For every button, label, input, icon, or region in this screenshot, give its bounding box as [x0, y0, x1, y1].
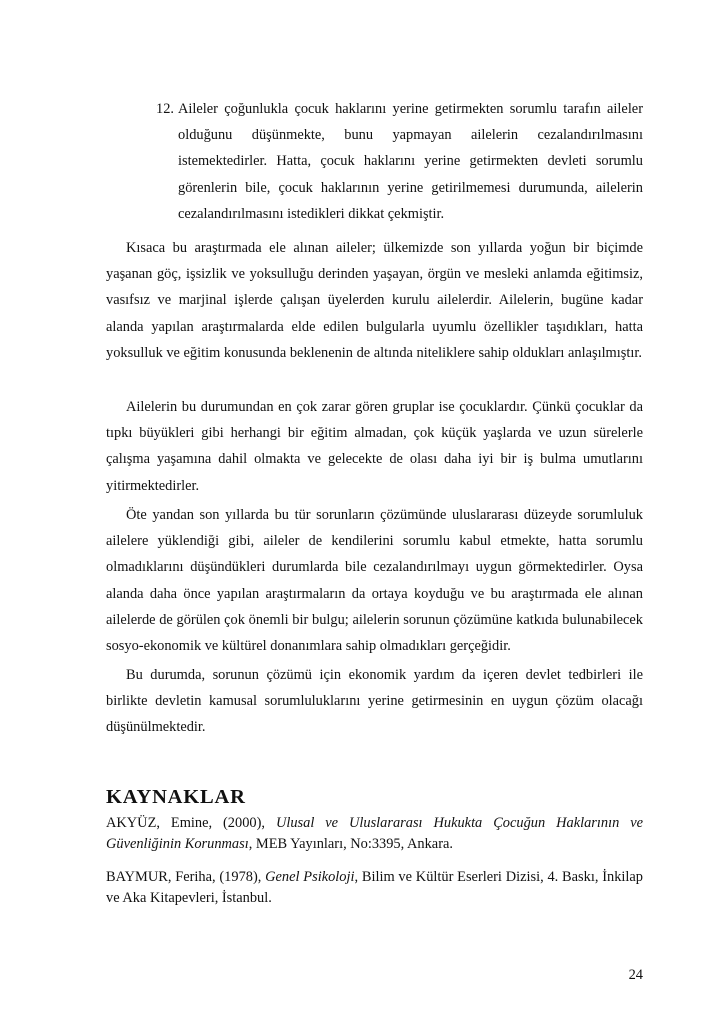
reference-authors: BAYMUR, Feriha, (1978),	[106, 869, 266, 885]
reference-title: Genel Psikoloji	[265, 869, 355, 885]
reference-entry	[106, 867, 643, 908]
reference-publisher: , MEB Yayınları, No:3395, Ankara.	[248, 835, 453, 852]
reference-title: Ulusal ve Uluslararası Hukukta Çocuğun Haklarının ve Güvenliğinin Korunması	[106, 815, 643, 852]
body-paragraph: Bu durumda, sorunun çözümü için ekonomik yardım da içeren devlet tedbirleri ile birlikte devletin kamusal sorumluluklarını yerine getirmesinin en uygun çözüm olacağı düşünülmektedir.	[106, 667, 643, 736]
references-heading: KAYNAKLAR	[106, 786, 246, 808]
page-number: 24	[628, 967, 643, 983]
body-paragraph: Kısaca bu araştırmada ele alınan aileler; ülkemizde son yıllarda yoğun bir biçimde yaşanan göç, işsizlik ve yoksulluğu derinden yaşayan, örgün ve mesleki anlamda eğitimsiz, vasıfsız ve marjinal işlerde çalışan üyelerden kurulu ailelerdir. Ailelerin, bugüne kadar alanda yapılan araştırmalarda elde edilen bulgularla uyumlu özellikler taşıdıkları, hatta yoksulluk ve eğitim konusunda beklenenin de altında niteliklere sahip oldukları anlaşılmıştır.	[106, 240, 643, 361]
reference-authors: AKYÜZ, Emine, (2000),	[106, 815, 276, 831]
reference-publisher: , Bilim ve Kültür Eserleri Dizisi, 4. Baskı, İnkilap ve Aka Kitapevleri, İstanbul.	[106, 869, 643, 906]
list-item-number: 12.	[156, 101, 174, 117]
list-item-text: Aileler çoğunlukla çocuk haklarını yerine getirmekten sorumlu tarafın aileler olduğunu düşünmekte, bunu yapmayan ailelerin cezalandırılmasını istemektedirler. Hatta, çocuk haklarını yerine getirmekten devleti sorumlu görenlerin bile, çocuk haklarının yerine getirilmemesi durumunda, ailelerin cezalandırılmasını istedikleri dikkat çekmiştir.	[178, 101, 643, 222]
body-paragraph: Öte yandan son yıllarda bu tür sorunların çözümünde uluslararası düzeyde sorumluluk ailelere yüklendiği gibi, aileler de kendilerini sorumlu kabul etmekte, hatta sorumlu olmadıklarını düşündükleri durumlarda bile cezalandırılmayı uygun görmektedirler. Oysa alanda daha önce yapılan araştırmaların da ortaya koyduğu ve bu araştırmada ele alınan ailelerde de görülen çok önemli bir bulgu; ailelerin sorunun çözümüne katkıda bulunabilecek sosyo-ekonomik ve kültürel donanımlara sahip olmadıkları gerçeğidir.	[106, 507, 643, 655]
numbered-list-item	[156, 96, 643, 227]
body-paragraph: Ailelerin bu durumundan en çok zarar gören gruplar ise çocuklardır. Çünkü çocuklar da tıpkı büyükleri gibi herhangi bir eğitim almadan, çok küçük yaşlarda ve uzun sürelerle çalışma yaşamına dahil olmakta ve gelecekte de olası daha iyi bir iş bulma umutlarını yitirmektedirler.	[106, 399, 643, 494]
reference-entry	[106, 813, 643, 854]
